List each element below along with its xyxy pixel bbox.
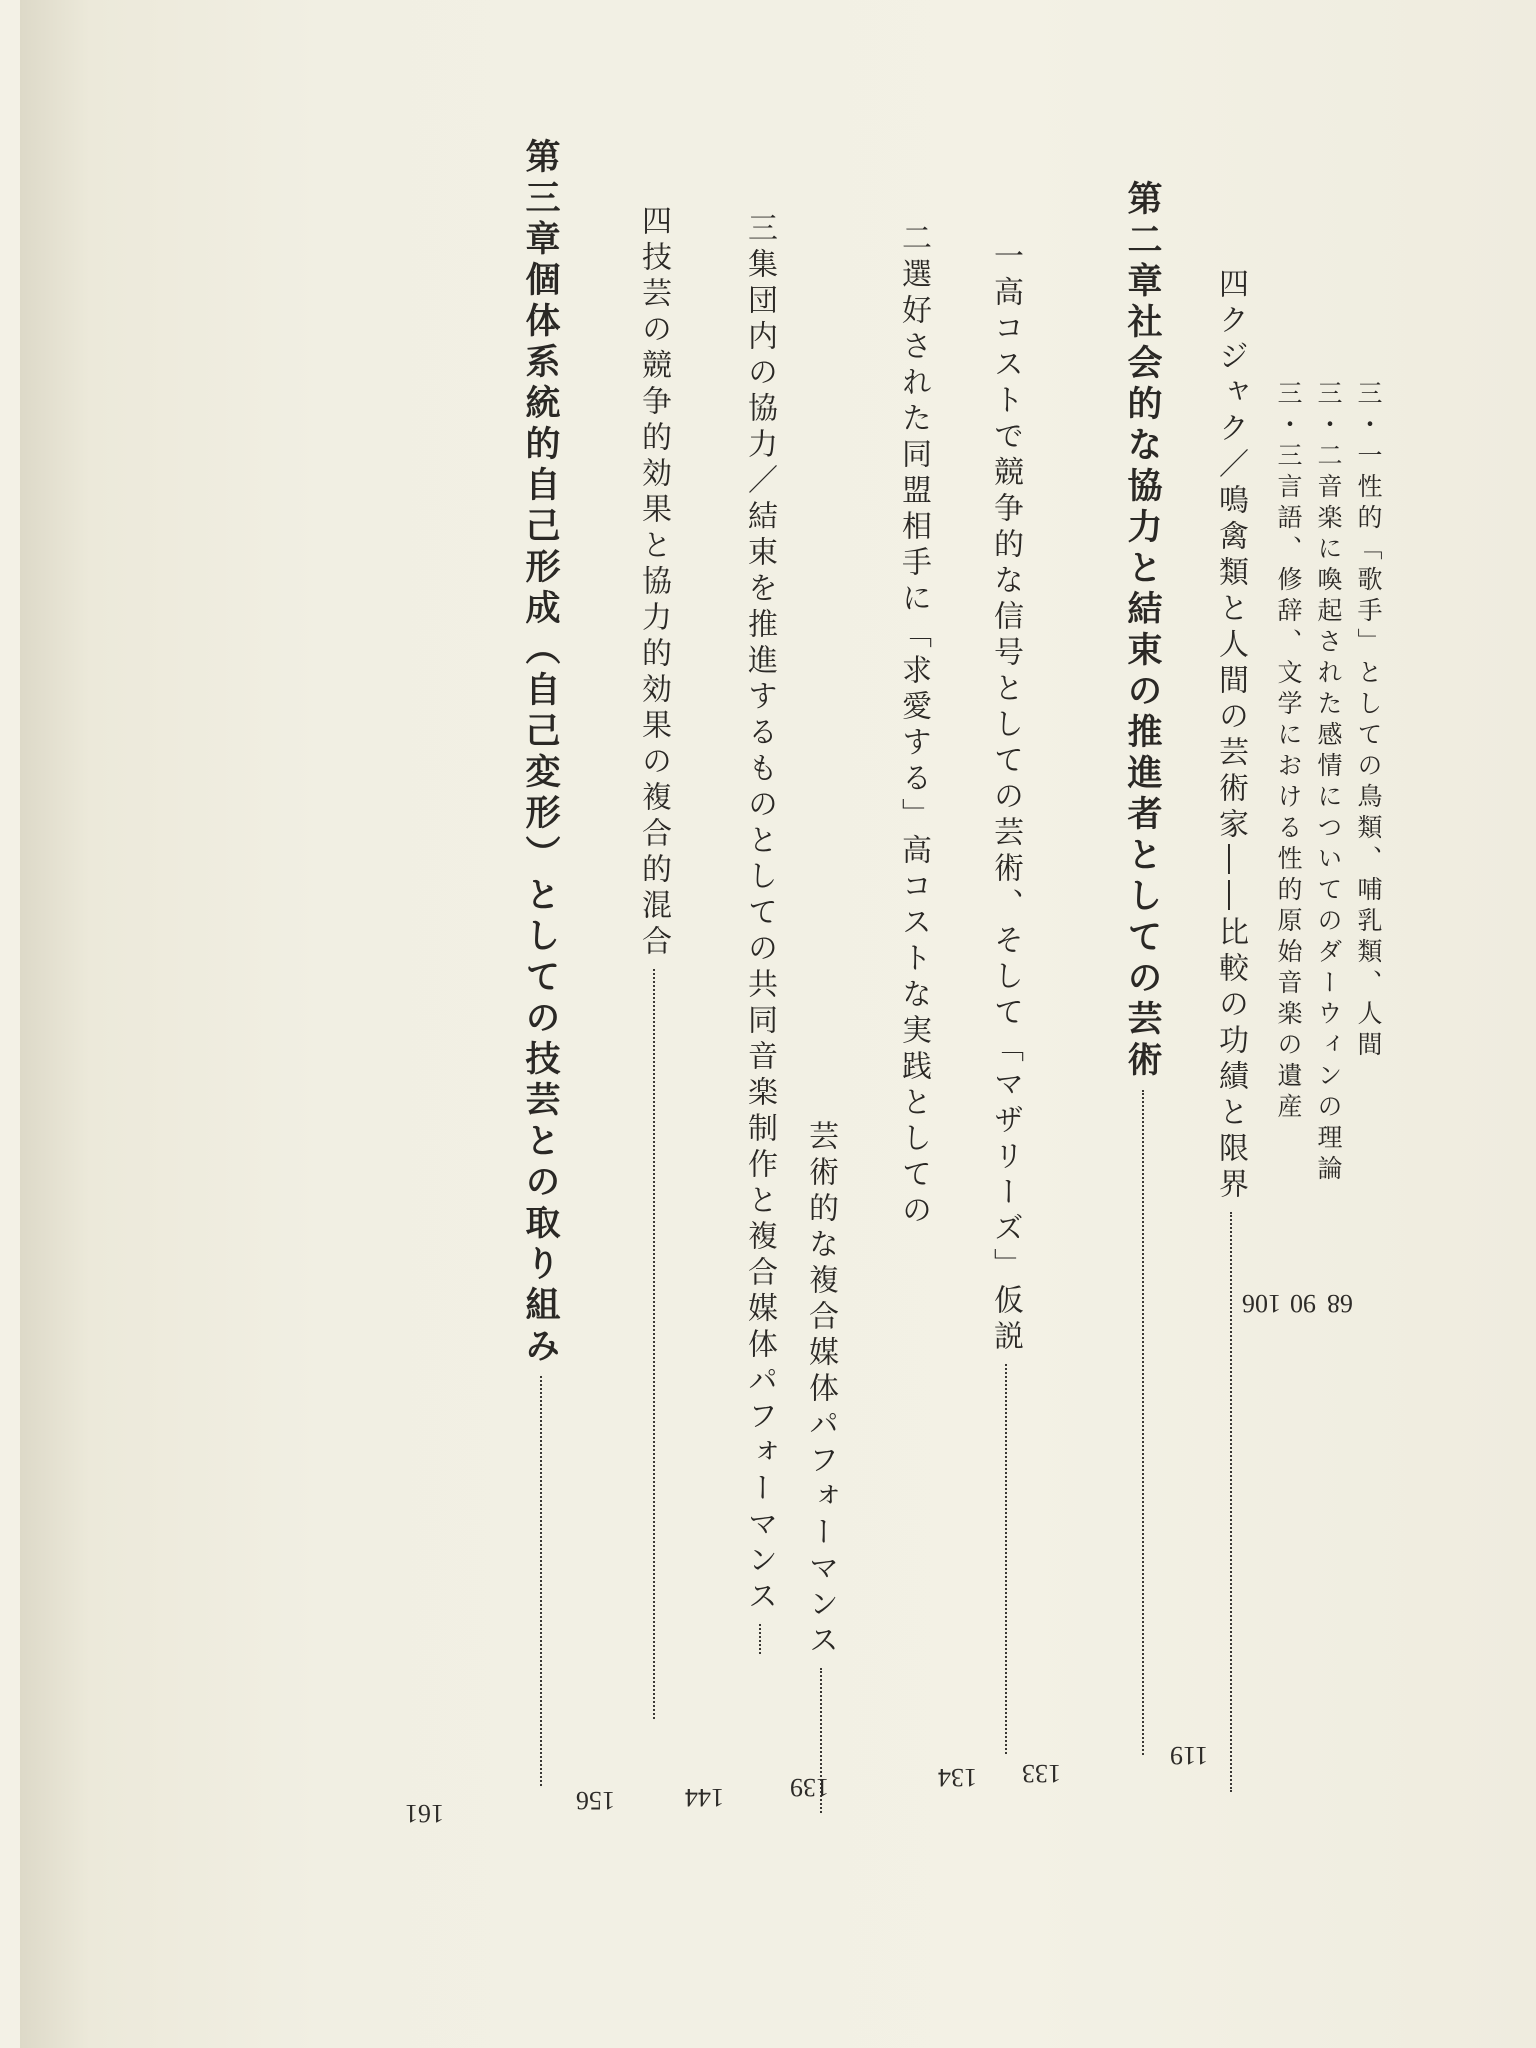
toc-entry-2-2 — [858, 222, 931, 1230]
entry-title: クジャク／鳴禽類と人間の芸術家――比較の功績と限界 — [1213, 304, 1248, 1204]
leader-dots — [1228, 1212, 1232, 1792]
page-number: 161 — [405, 1799, 444, 1828]
entry-title: 言語、修辞、文学における性的原始音楽の遺産 — [1274, 473, 1303, 1124]
page-number: 106 — [1242, 1289, 1281, 1318]
page-number: 133 — [1022, 1759, 1061, 1788]
page-number: 134 — [938, 1763, 977, 1792]
page-number: 156 — [576, 1786, 615, 1815]
entry-number: 三・二 — [1314, 380, 1343, 473]
entry-number: 四 — [1213, 268, 1248, 304]
toc-entry-2-4 — [598, 205, 671, 1727]
toc-chapter-2 — [1030, 180, 1163, 1763]
leader-dots — [538, 1376, 542, 1786]
leader-dots — [1003, 1364, 1007, 1754]
toc-entry-3-3 — [1245, 380, 1301, 1124]
facing-page-edge — [0, 0, 21, 2048]
page-number: 144 — [685, 1783, 724, 1812]
page-number: 139 — [790, 1773, 829, 1802]
chapter-number: 第二章 — [1122, 180, 1163, 303]
entry-title-line-2: 芸術的な複合媒体パフォーマンス — [803, 1120, 838, 1660]
toc-chapter-3 — [428, 138, 561, 1794]
page-number: 119 — [1170, 1741, 1209, 1770]
leader-dots — [651, 969, 655, 1719]
entry-number: 二 — [896, 222, 931, 258]
entry-number: 四 — [636, 205, 671, 241]
leader-dots — [757, 1624, 761, 1654]
entry-number: 三 — [742, 212, 777, 248]
entry-title: 性的「歌手」としての鳥類、哺乳類、人間 — [1354, 473, 1383, 1062]
entry-title: 集団内の協力／結束を推進するものとしての共同音楽制作と複合媒体パフォーマンス — [742, 248, 777, 1616]
entry-title-line-1: 選好された同盟相手に「求愛する」高コストな実践としての — [896, 258, 931, 1230]
entry-title: 技芸の競争的効果と協力的効果の複合的混合 — [636, 241, 671, 961]
entry-number: 一 — [988, 240, 1023, 276]
chapter-title: 個体系統的自己形成（自己変形）としての技芸との取り組み — [520, 261, 561, 1368]
page-number: 68 — [1327, 1289, 1353, 1318]
toc-entry-4 — [1175, 268, 1248, 1800]
toc-page — [20, 0, 1536, 2048]
chapter-number: 第三章 — [520, 138, 561, 261]
toc-entry-2-2-continuation — [803, 1120, 838, 1821]
toc-entry-2-1 — [950, 240, 1023, 1762]
leader-dots — [1140, 1090, 1144, 1755]
toc-entry-2-3 — [704, 212, 777, 1662]
chapter-title: 社会的な協力と結束の推進者としての芸術 — [1122, 303, 1163, 1082]
page-number: 90 — [1290, 1289, 1316, 1318]
entry-number: 三・一 — [1354, 380, 1383, 473]
entry-title: 高コストで競争的な信号としての芸術、そして「マザリーズ」仮説 — [988, 276, 1023, 1356]
entry-number: 三・三 — [1274, 380, 1303, 473]
entry-title: 音楽に喚起された感情についてのダーウィンの理論 — [1314, 473, 1343, 1186]
